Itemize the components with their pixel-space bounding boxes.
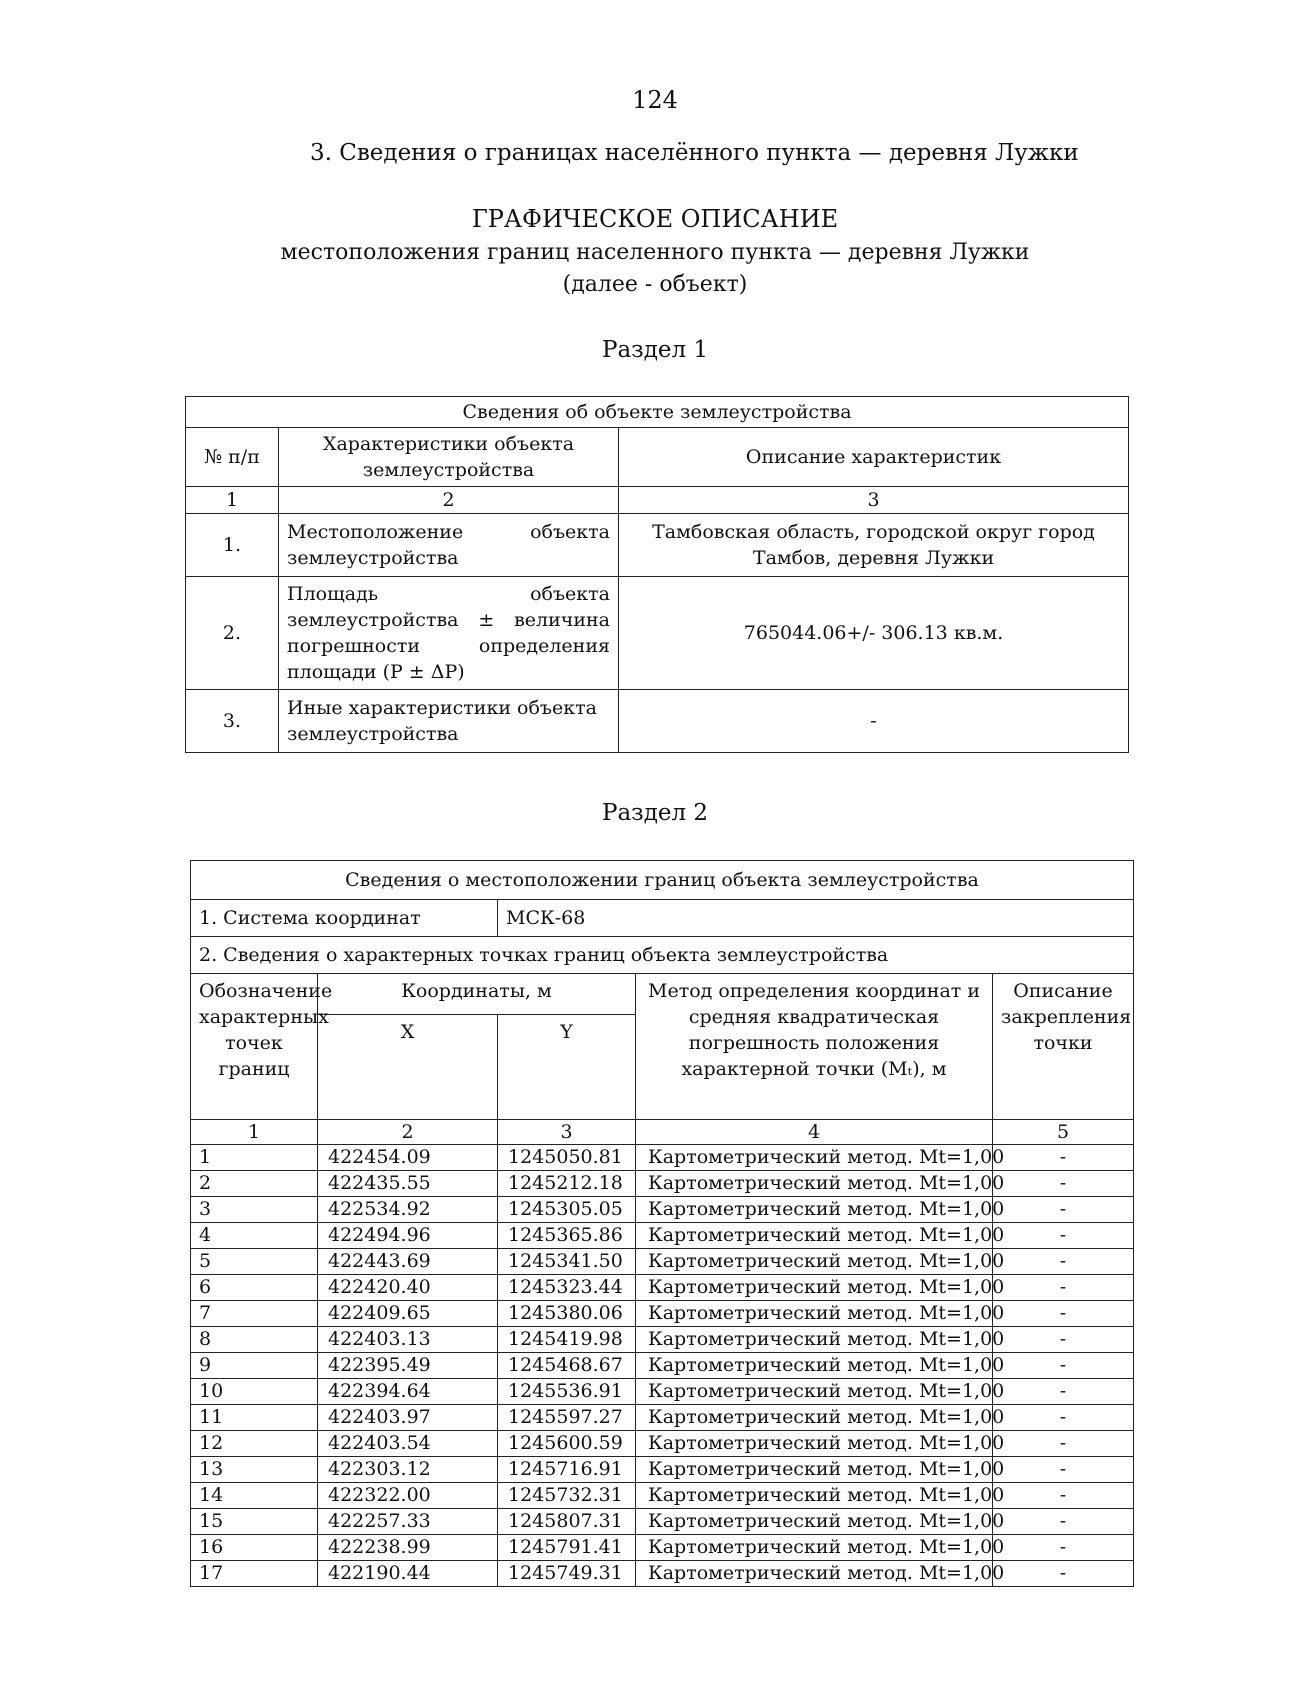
point-fixing: -: [993, 1405, 1134, 1431]
point-id: 4: [191, 1223, 318, 1249]
point-y: 1245419.98: [498, 1327, 636, 1353]
point-y: 1245212.18: [498, 1171, 636, 1197]
point-fixing: -: [993, 1353, 1134, 1379]
table-title: Сведения о местоположении границ объекта землеустройства: [191, 861, 1134, 900]
point-method: Картометрический метод. Mt=1,00: [636, 1275, 993, 1301]
table-row: [191, 1379, 1134, 1405]
point-fixing: -: [993, 1301, 1134, 1327]
point-x: 422322.00: [318, 1483, 498, 1509]
row-number: 3.: [186, 690, 279, 753]
table-row: [191, 1405, 1134, 1431]
point-id: 7: [191, 1301, 318, 1327]
header-coordinates: Координаты, м: [318, 974, 636, 1015]
point-method: Картометрический метод. Mt=1,00: [636, 1483, 993, 1509]
point-fixing: -: [993, 1431, 1134, 1457]
row-description: 765044.06+/- 306.13 кв.м.: [619, 577, 1129, 690]
column-header: № п/п: [186, 428, 279, 487]
point-y: 1245050.81: [498, 1145, 636, 1171]
header-x: X: [318, 1015, 498, 1120]
table-row: [191, 1509, 1134, 1535]
point-id: 17: [191, 1561, 318, 1587]
header-y: Y: [498, 1015, 636, 1120]
point-method: Картометрический метод. Mt=1,00: [636, 1197, 993, 1223]
column-header: Характеристики объекта землеустройства: [279, 428, 619, 487]
section-1-label: Раздел 1: [601, 337, 709, 363]
column-header: Описание характеристик: [619, 428, 1129, 487]
point-method: Картометрический метод. Mt=1,00: [636, 1457, 993, 1483]
point-id: 15: [191, 1509, 318, 1535]
point-x: 422394.64: [318, 1379, 498, 1405]
point-id: 14: [191, 1483, 318, 1509]
point-fixing: -: [993, 1535, 1134, 1561]
row-characteristic: Местоположение объекта землеустройства: [279, 514, 619, 577]
point-id: 8: [191, 1327, 318, 1353]
table-row: [191, 1457, 1134, 1483]
point-id: 13: [191, 1457, 318, 1483]
point-fixing: -: [993, 1509, 1134, 1535]
table-row: [191, 1431, 1134, 1457]
point-id: 1: [191, 1145, 318, 1171]
point-y: 1245807.31: [498, 1509, 636, 1535]
document-title: ГРАФИЧЕСКОЕ ОПИСАНИЕ: [471, 205, 839, 233]
point-fixing: -: [993, 1379, 1134, 1405]
point-fixing: -: [993, 1483, 1134, 1509]
point-id: 12: [191, 1431, 318, 1457]
header-designation: Обозначение характерных точек границ: [191, 974, 318, 1120]
point-x: 422403.54: [318, 1431, 498, 1457]
point-method: Картометрический метод. Mt=1,00: [636, 1327, 993, 1353]
point-fixing: -: [993, 1275, 1134, 1301]
point-fixing: -: [993, 1145, 1134, 1171]
point-y: 1245468.67: [498, 1353, 636, 1379]
point-method: Картометрический метод. Mt=1,00: [636, 1535, 993, 1561]
point-method: Картометрический метод. Mt=1,00: [636, 1431, 993, 1457]
column-index: 2: [279, 487, 619, 514]
point-method: Картометрический метод. Mt=1,00: [636, 1249, 993, 1275]
table-row: [186, 577, 1129, 690]
point-x: 422395.49: [318, 1353, 498, 1379]
point-x: 422403.13: [318, 1327, 498, 1353]
table-row: [191, 1197, 1134, 1223]
object-info-table: [185, 396, 1129, 753]
column-index: 3: [498, 1120, 636, 1145]
point-fixing: -: [993, 1171, 1134, 1197]
coordinate-system-label: 1. Система координат: [191, 900, 498, 937]
table-row: [191, 1275, 1134, 1301]
table-row: [191, 1223, 1134, 1249]
point-fixing: -: [993, 1249, 1134, 1275]
table-row: [186, 514, 1129, 577]
point-y: 1245536.91: [498, 1379, 636, 1405]
point-x: 422443.69: [318, 1249, 498, 1275]
table-title: Сведения об объекте землеустройства: [186, 397, 1129, 428]
point-x: 422257.33: [318, 1509, 498, 1535]
point-y: 1245716.91: [498, 1457, 636, 1483]
point-y: 1245732.31: [498, 1483, 636, 1509]
table-row: [191, 1535, 1134, 1561]
point-id: 6: [191, 1275, 318, 1301]
point-y: 1245600.59: [498, 1431, 636, 1457]
point-x: 422435.55: [318, 1171, 498, 1197]
point-y: 1245791.41: [498, 1535, 636, 1561]
point-method: Картометрический метод. Mt=1,00: [636, 1145, 993, 1171]
column-index: 1: [186, 487, 279, 514]
point-fixing: -: [993, 1197, 1134, 1223]
row-description: Тамбовская область, городской округ город Тамбов, деревня Лужки: [619, 514, 1129, 577]
point-y: 1245323.44: [498, 1275, 636, 1301]
header-fixing: Описание закрепления точки: [993, 974, 1134, 1120]
row-characteristic: Площадь объекта землеустройства ± величина погрешности определения площади (P ± ΔP): [279, 577, 619, 690]
point-method: Картометрический метод. Mt=1,00: [636, 1379, 993, 1405]
point-fixing: -: [993, 1457, 1134, 1483]
row-number: 1.: [186, 514, 279, 577]
column-index: 1: [191, 1120, 318, 1145]
point-y: 1245341.50: [498, 1249, 636, 1275]
boundary-points-table: [190, 860, 1134, 1587]
table-row: [191, 1327, 1134, 1353]
document-subtitle-note: (далее - объект): [562, 272, 748, 297]
points-title: 2. Сведения о характерных точках границ объекта землеустройства: [191, 937, 1134, 974]
point-x: 422403.97: [318, 1405, 498, 1431]
header-method: Метод определения координат и средняя квадратическая погрешность положения характерной точки (Mₜ), м: [636, 974, 993, 1120]
point-x: 422534.92: [318, 1197, 498, 1223]
row-description: -: [619, 690, 1129, 753]
row-number: 2.: [186, 577, 279, 690]
point-method: Картометрический метод. Mt=1,00: [636, 1353, 993, 1379]
point-id: 11: [191, 1405, 318, 1431]
point-method: Картометрический метод. Mt=1,00: [636, 1301, 993, 1327]
point-x: 422420.40: [318, 1275, 498, 1301]
column-index: 3: [619, 487, 1129, 514]
point-id: 3: [191, 1197, 318, 1223]
point-id: 2: [191, 1171, 318, 1197]
point-x: 422409.65: [318, 1301, 498, 1327]
point-method: Картометрический метод. Mt=1,00: [636, 1405, 993, 1431]
point-x: 422454.09: [318, 1145, 498, 1171]
point-y: 1245749.31: [498, 1561, 636, 1587]
point-id: 10: [191, 1379, 318, 1405]
point-fixing: -: [993, 1561, 1134, 1587]
section-heading: 3. Сведения о границах населённого пункта — деревня Лужки: [310, 140, 1079, 166]
table-row: [191, 1171, 1134, 1197]
column-index: 5: [993, 1120, 1134, 1145]
point-y: 1245597.27: [498, 1405, 636, 1431]
table-row: [186, 690, 1129, 753]
point-id: 9: [191, 1353, 318, 1379]
point-y: 1245380.06: [498, 1301, 636, 1327]
table-row: [191, 1353, 1134, 1379]
point-method: Картометрический метод. Mt=1,00: [636, 1509, 993, 1535]
table-row: [191, 1301, 1134, 1327]
table-row: [191, 1483, 1134, 1509]
table-row: [191, 1249, 1134, 1275]
point-method: Картометрический метод. Mt=1,00: [636, 1223, 993, 1249]
point-y: 1245305.05: [498, 1197, 636, 1223]
point-y: 1245365.86: [498, 1223, 636, 1249]
point-x: 422494.96: [318, 1223, 498, 1249]
document-subtitle: местоположения границ населенного пункта — деревня Лужки: [280, 240, 1030, 265]
column-index: 2: [318, 1120, 498, 1145]
point-method: Картометрический метод. Mt=1,00: [636, 1171, 993, 1197]
section-2-label: Раздел 2: [601, 800, 709, 826]
page-number: 124: [632, 86, 678, 114]
coordinate-system-value: МСК-68: [498, 900, 1134, 937]
point-fixing: -: [993, 1223, 1134, 1249]
point-fixing: -: [993, 1327, 1134, 1353]
point-x: 422303.12: [318, 1457, 498, 1483]
row-characteristic: Иные характеристики объекта землеустройства: [279, 690, 619, 753]
point-x: 422190.44: [318, 1561, 498, 1587]
table-row: [191, 1561, 1134, 1587]
column-index: 4: [636, 1120, 993, 1145]
point-method: Картометрический метод. Mt=1,00: [636, 1561, 993, 1587]
point-id: 16: [191, 1535, 318, 1561]
table-row: [191, 1145, 1134, 1171]
point-id: 5: [191, 1249, 318, 1275]
point-x: 422238.99: [318, 1535, 498, 1561]
